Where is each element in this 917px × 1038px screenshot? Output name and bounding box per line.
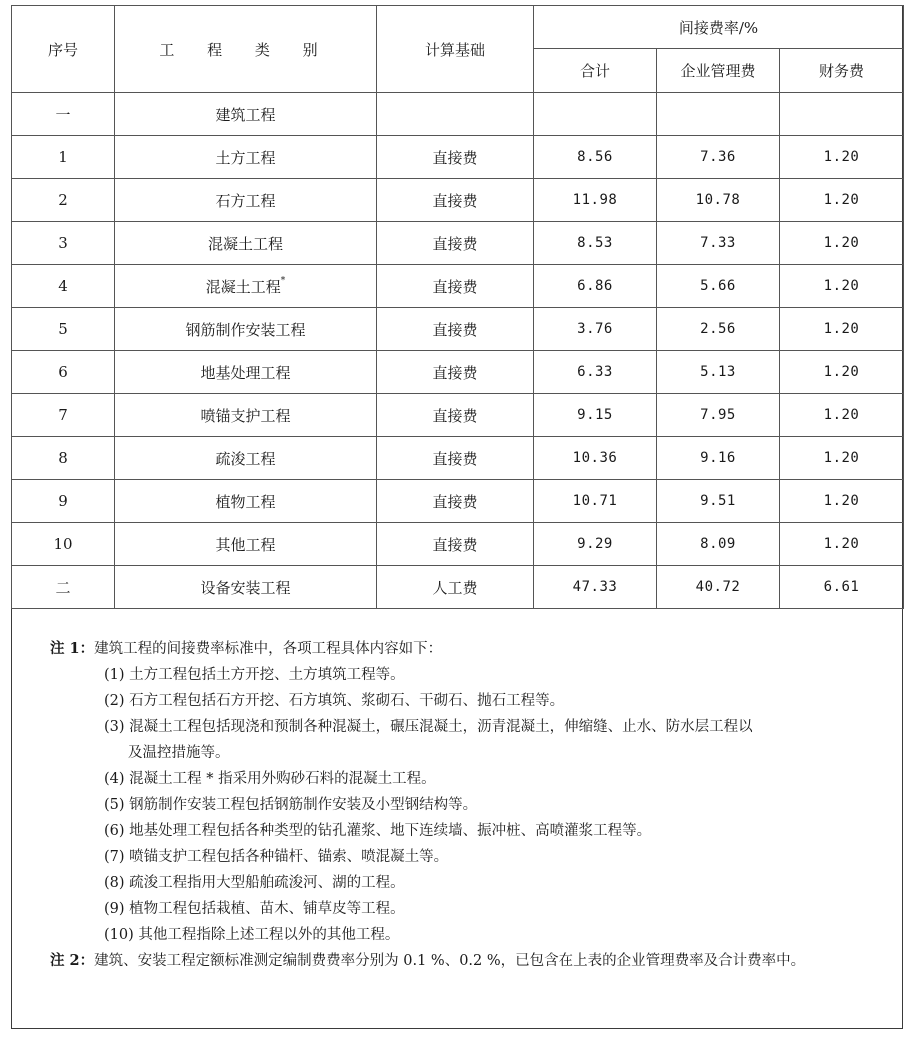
cell-total [534,265,657,308]
cell-finance-text: 1.20 [823,192,860,208]
cell-basis-text: 直接费 [432,234,478,253]
cell-category-text: 其他工程 [215,535,276,554]
cell-index-text: 9 [58,492,68,510]
note-item: (2) 石方工程包括石方开挖、石方填筑、浆砌石、干砌石、抛石工程等。 [104,693,565,709]
cell-category [115,308,377,351]
cell-index-text: 10 [53,535,73,553]
cell-basis-text: 人工费 [432,578,478,597]
note-item: (6) 地基处理工程包括各种类型的钻孔灌浆、地下连续墙、振冲桩、高喷灌浆工程等。 [104,823,652,839]
indirect-cost-rate-table [11,5,904,609]
cell-basis-text: 直接费 [432,449,478,468]
cell-management [657,566,780,609]
cell-management [657,523,780,566]
cell-basis [377,93,534,136]
cell-finance [780,93,904,136]
cell-management-text: 7.33 [700,235,736,251]
cell-finance [780,179,904,222]
note-2-text: 建筑、安装工程定额标准测定编制费费率分别为 0.1 %、0.2 %，已包含在上表的企业管理费率及合计费率中。 [94,953,806,969]
table-row [12,93,904,136]
cell-management [657,437,780,480]
cell-category [115,437,377,480]
cell-index [12,480,115,523]
table-row [12,222,904,265]
cell-basis-text: 直接费 [432,406,478,425]
cell-finance [780,437,904,480]
cell-category [115,394,377,437]
category-mark: * [280,275,286,286]
header-rate-group: 间接费率/% [534,6,904,49]
cell-basis [377,136,534,179]
cell-total-text: 6.33 [577,364,613,380]
cell-total-text: 3.76 [577,321,613,337]
cell-basis-text: 直接费 [432,492,478,511]
cell-total [534,480,657,523]
cell-total [534,394,657,437]
cell-category-text: 植物工程 [215,492,276,511]
cell-category-text: 混凝土工程 [207,234,283,253]
cell-index-text: 8 [58,449,68,467]
cell-management [657,265,780,308]
cell-finance [780,480,904,523]
cell-basis [377,437,534,480]
cell-category [115,351,377,394]
note-item: (8) 疏浚工程指用大型船舶疏浚河、湖的工程。 [104,875,405,891]
cell-management-text: 8.09 [700,536,736,552]
note-item: (1) 土方工程包括土方开挖、土方填筑工程等。 [104,667,405,683]
note-1-text: 建筑工程的间接费率标准中，各项工程具体内容如下： [94,641,443,657]
header-total: 合计 [534,49,657,93]
cell-total-text: 10.71 [572,493,618,509]
cell-total-text: 47.33 [572,579,618,595]
cell-management-text: 7.36 [700,149,736,165]
note-2 [50,948,895,974]
cell-management-text: 9.16 [700,450,736,466]
table-row [12,566,904,609]
cell-finance [780,265,904,308]
cell-index [12,222,115,265]
note-item: (9) 植物工程包括栽植、苗木、铺草皮等工程。 [104,901,405,917]
table-row [12,437,904,480]
cell-index [12,179,115,222]
note-2-label: 注 2： [50,952,95,969]
cell-finance-text: 1.20 [823,407,860,423]
cell-finance-text: 1.20 [823,278,860,294]
cell-index [12,523,115,566]
cell-total [534,437,657,480]
cell-finance [780,136,904,179]
cell-index-text: 3 [58,234,68,252]
cell-finance-text: 1.20 [823,235,860,251]
cell-finance [780,351,904,394]
cell-management [657,222,780,265]
cell-basis [377,480,534,523]
note-item: (5) 钢筋制作安装工程包括钢筋制作安装及小型钢结构等。 [104,797,478,813]
header-finance: 财务费 [780,49,904,93]
cell-category [115,265,377,308]
cell-total-text: 10.36 [572,450,618,466]
cell-finance [780,308,904,351]
cell-finance-text: 1.20 [823,493,860,509]
cell-basis [377,566,534,609]
cell-finance [780,566,904,609]
cell-basis [377,523,534,566]
cell-finance [780,394,904,437]
table-row [12,308,904,351]
cell-index [12,566,115,609]
cell-index [12,136,115,179]
cell-index [12,351,115,394]
cell-index-text: 2 [58,191,68,209]
cell-basis-text: 直接费 [432,191,478,210]
cell-category-text: 地基处理工程 [200,363,291,382]
cell-management [657,136,780,179]
cell-index-text: 二 [55,578,71,597]
cell-category-text: 喷锚支护工程 [200,406,291,425]
cell-basis [377,179,534,222]
note-item: (7) 喷锚支护工程包括各种锚杆、锚索、喷混凝土等。 [104,849,449,865]
table-row [12,523,904,566]
cell-index [12,265,115,308]
note-1 [50,636,895,662]
cell-finance [780,523,904,566]
cell-index [12,437,115,480]
cell-finance-text: 1.20 [823,149,860,165]
note-item: (3) 混凝土工程包括现浇和预制各种混凝土，碾压混凝土，沥青混凝土，伸缩缝、止水、防水层工程以 [104,719,753,735]
table-row [12,480,904,523]
header-index: 序号 [12,6,115,93]
cell-management-text: 2.56 [700,321,736,337]
cell-management-text: 40.72 [695,579,741,595]
cell-total [534,566,657,609]
cell-total-text: 8.53 [577,235,613,251]
cell-total-text: 8.56 [577,149,613,165]
cell-index-text: 7 [58,406,68,424]
header-row-1 [12,6,904,49]
table-row [12,351,904,394]
cell-category [115,523,377,566]
cell-category-text: 土方工程 [215,148,276,167]
note-1-label: 注 1： [50,640,95,657]
cell-total-text: 9.29 [577,536,613,552]
cell-management-text: 5.13 [700,364,736,380]
cell-finance-text: 6.61 [823,579,860,595]
table-row [12,136,904,179]
header-management: 企业管理费 [657,49,780,93]
cell-basis [377,308,534,351]
cell-index [12,93,115,136]
cell-basis-text: 直接费 [432,320,478,339]
cell-total-text: 6.86 [577,278,613,294]
cell-total [534,222,657,265]
cell-management [657,93,780,136]
cell-basis [377,351,534,394]
cell-basis [377,222,534,265]
cell-index-text: 1 [58,148,68,166]
table-row [12,179,904,222]
cell-category-text: 设备安装工程 [200,578,291,597]
cell-index [12,394,115,437]
cell-basis-text: 直接费 [432,277,478,296]
cell-index [12,308,115,351]
cell-total [534,523,657,566]
cell-management [657,308,780,351]
cell-total [534,93,657,136]
cell-category [115,136,377,179]
note-item-continuation: 及温控措施等。 [128,745,230,761]
cell-management-text: 5.66 [700,278,736,294]
cell-index-text: 5 [58,320,68,338]
cell-index-text: 4 [58,277,68,295]
cell-finance-text: 1.20 [823,536,860,552]
cell-total [534,308,657,351]
cell-basis-text: 直接费 [432,148,478,167]
cell-category-text: 建筑工程 [215,105,276,124]
cell-category [115,222,377,265]
cell-category [115,93,377,136]
cell-basis-text: 直接费 [432,363,478,382]
cell-finance-text: 1.20 [823,450,860,466]
cell-total-text: 11.98 [572,192,618,208]
cell-management [657,179,780,222]
cell-management-text: 7.95 [700,407,736,423]
cell-category [115,566,377,609]
notes-section [50,636,895,974]
cell-management [657,394,780,437]
cell-category [115,480,377,523]
cell-management [657,480,780,523]
cell-category-text: 钢筋制作安装工程 [185,320,306,339]
cell-total [534,179,657,222]
cell-total-text: 9.15 [577,407,613,423]
header-category: 工 程 类 别 [115,6,377,93]
cell-management [657,351,780,394]
note-item: (4) 混凝土工程 * 指采用外购砂石料的混凝土工程。 [104,771,436,787]
cell-management-text: 10.78 [695,192,741,208]
cell-index-text: 6 [58,363,68,381]
cell-total [534,136,657,179]
cell-category [115,179,377,222]
note-item: (10) 其他工程指除上述工程以外的其他工程。 [104,927,400,943]
cell-basis [377,394,534,437]
cell-finance [780,222,904,265]
cell-basis [377,265,534,308]
table-row [12,394,904,437]
cell-category-text: 石方工程 [215,191,276,210]
cell-category-text: 混凝土工程 [205,277,281,296]
cell-basis-text: 直接费 [432,535,478,554]
cell-index-text: 一 [55,105,71,124]
cell-finance-text: 1.20 [823,364,860,380]
cell-finance-text: 1.20 [823,321,860,337]
cell-management-text: 9.51 [700,493,736,509]
header-basis: 计算基础 [377,6,534,93]
table-row [12,265,904,308]
cell-category-text: 疏浚工程 [215,449,276,468]
cell-total [534,351,657,394]
